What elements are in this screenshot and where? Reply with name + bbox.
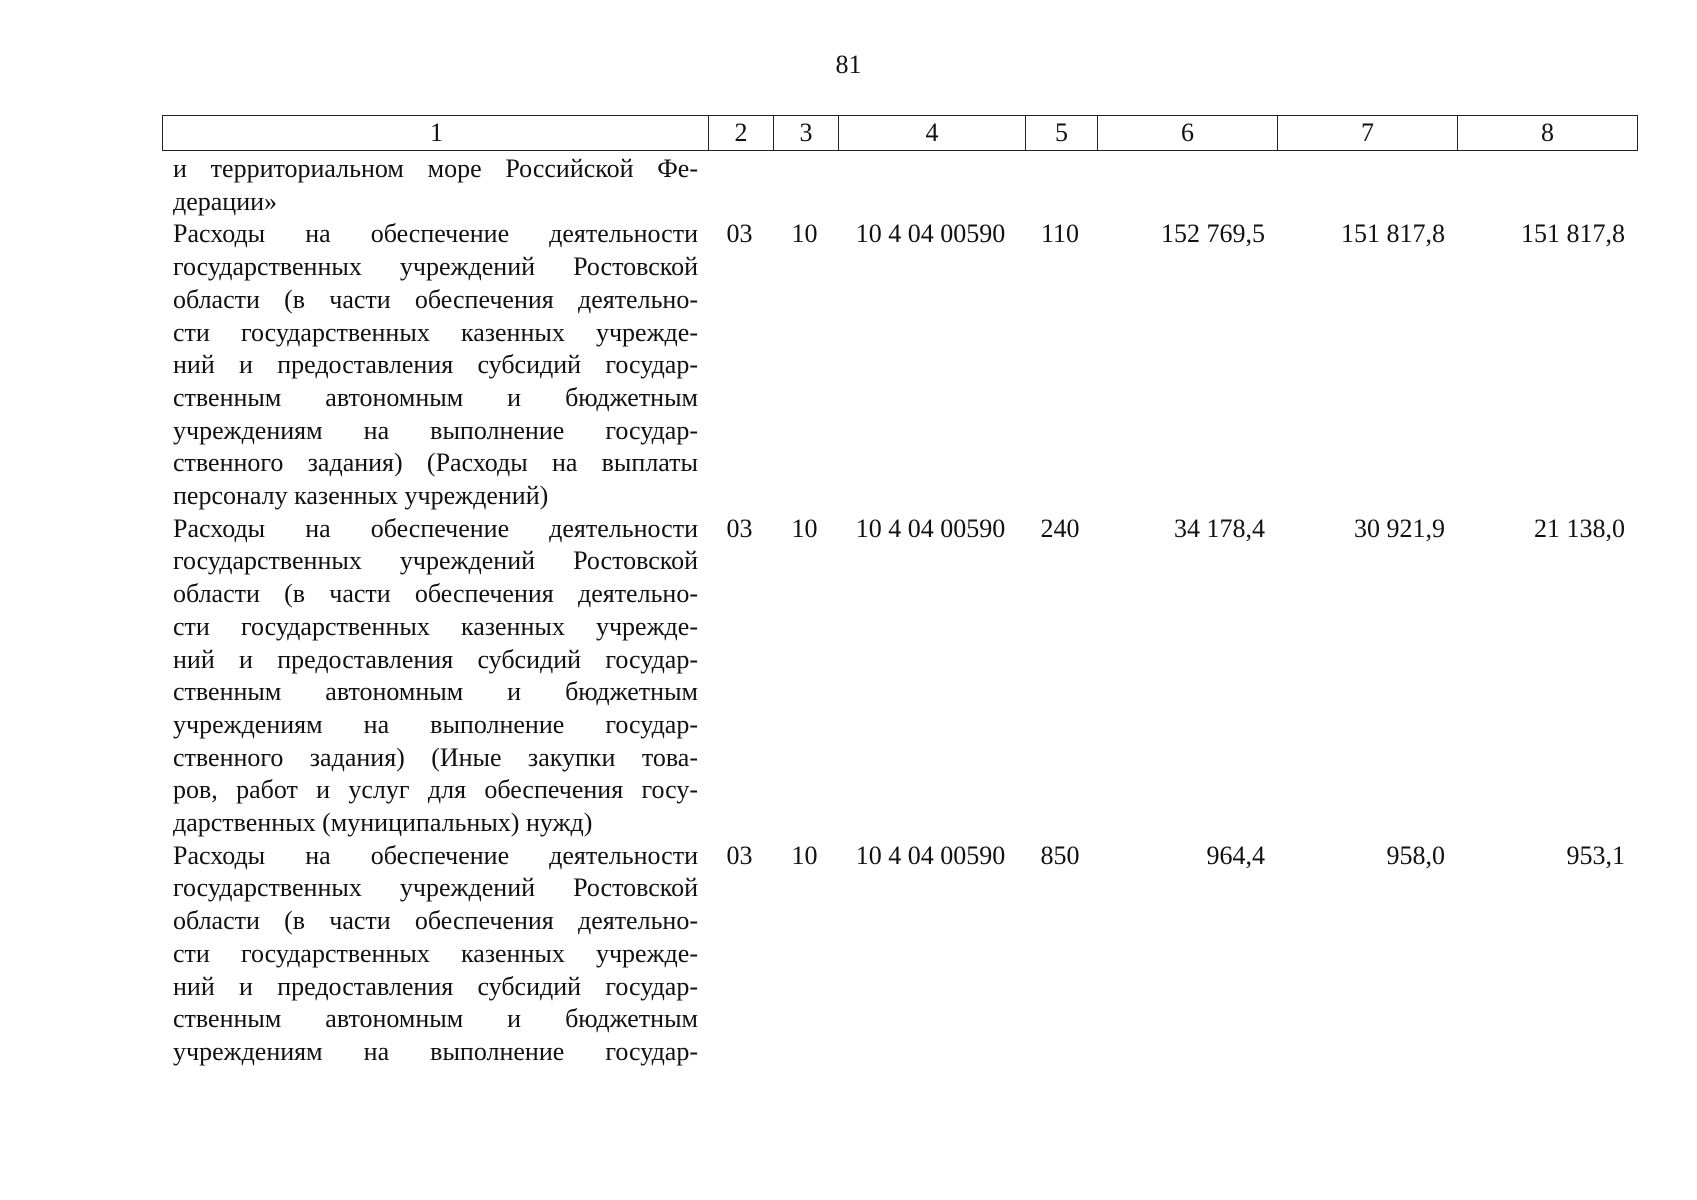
description-line: учреждениям на выполнение государ- <box>173 415 698 445</box>
description-line: сти государственных казенных учрежде- <box>173 938 698 968</box>
description-line: ственного задания) (Иные закупки това- <box>173 742 698 772</box>
description-line: ний и предоставления субсидий государ- <box>173 971 698 1001</box>
header-cell-8: 8 <box>1457 116 1637 150</box>
table-row <box>162 513 1636 840</box>
header-cell-7: 7 <box>1277 116 1457 150</box>
description-line: области (в части обеспечения деятельно- <box>173 284 698 314</box>
amount-col-7: 151 817,8 <box>1341 219 1445 249</box>
page-number: 81 <box>835 50 862 79</box>
description-line: Расходы на обеспечение деятельности <box>173 840 698 870</box>
description-line: сти государственных казенных учрежде- <box>173 611 698 641</box>
subsection-code: 10 <box>791 513 818 543</box>
amount-col-6 <box>1096 153 1276 218</box>
amount-col-7: 958,0 <box>1386 840 1445 870</box>
header-cell-2: 2 <box>708 116 773 150</box>
amount-col-8: 151 817,8 <box>1521 219 1625 249</box>
description-line: и территориальном море Российской Фе- <box>173 154 698 183</box>
row-description <box>162 218 707 512</box>
description-line: государственных учреждений Ростовской <box>173 252 698 282</box>
row-description <box>162 153 707 218</box>
header-cell-1: 1 <box>430 118 443 147</box>
description-line: ственным автономным и бюджетным <box>173 382 698 412</box>
amount-col-6: 152 769,5 <box>1161 219 1265 249</box>
section-code: 03 <box>726 219 753 249</box>
header-cell-5: 5 <box>1025 116 1097 150</box>
description-line: ственного задания) (Расходы на выплаты <box>173 448 698 478</box>
section-code <box>707 153 772 218</box>
amount-col-7 <box>1276 153 1456 218</box>
expense-type-code: 240 <box>1040 513 1080 543</box>
table-row <box>162 218 1636 512</box>
amount-col-7: 30 921,9 <box>1354 513 1445 543</box>
description-line: ственным автономным и бюджетным <box>173 677 698 707</box>
description-line: дерации» <box>173 186 278 216</box>
target-article-code: 10 4 04 00590 <box>855 840 1006 870</box>
description-line: дарственных (муниципальных) нужд) <box>173 808 593 838</box>
header-cell-4: 4 <box>838 116 1025 150</box>
amount-col-6: 34 178,4 <box>1174 513 1265 543</box>
header-cell-3: 3 <box>773 116 838 150</box>
target-article-code: 10 4 04 00590 <box>855 219 1006 249</box>
description-line: Расходы на обеспечение деятельности <box>173 219 698 249</box>
amount-col-6: 964,4 <box>1206 840 1265 870</box>
section-code: 03 <box>726 840 753 870</box>
description-line: сти государственных казенных учрежде- <box>173 317 698 347</box>
description-line: учреждениям на выполнение государ- <box>173 709 698 739</box>
target-article-code: 10 4 04 00590 <box>855 513 1006 543</box>
description-line: учреждениям на выполнение государ- <box>173 1036 698 1066</box>
row-description <box>162 513 707 840</box>
description-line: области (в части обеспечения деятельно- <box>173 906 698 936</box>
target-article-code <box>837 153 1024 218</box>
description-line: ров, работ и услуг для обеспечения госу- <box>173 775 698 805</box>
description-line: персоналу казенных учреждений) <box>173 481 549 511</box>
header-cell-6: 6 <box>1097 116 1277 150</box>
description-line: Расходы на обеспечение деятельности <box>173 513 698 543</box>
expense-type-code <box>1024 153 1096 218</box>
amount-col-8 <box>1456 153 1636 218</box>
description-line: области (в части обеспечения деятельно- <box>173 579 698 609</box>
subsection-code: 10 <box>791 219 818 249</box>
subsection-code <box>772 153 837 218</box>
description-line: ственным автономным и бюджетным <box>173 1004 698 1034</box>
description-line: государственных учреждений Ростовской <box>173 873 698 903</box>
table-body <box>162 153 1636 1069</box>
expense-type-code: 850 <box>1040 840 1080 870</box>
amount-col-8: 21 138,0 <box>1534 513 1625 543</box>
amount-col-8: 953,1 <box>1566 840 1625 870</box>
row-description <box>162 840 707 1069</box>
description-line: ний и предоставления субсидий государ- <box>173 644 698 674</box>
expense-type-code: 110 <box>1040 219 1080 249</box>
description-line: государственных учреждений Ростовской <box>173 546 698 576</box>
table-header <box>162 115 1638 151</box>
subsection-code: 10 <box>791 840 818 870</box>
section-code: 03 <box>726 513 753 543</box>
table-row <box>162 153 1636 218</box>
table-row <box>162 840 1636 1069</box>
description-line: ний и предоставления субсидий государ- <box>173 350 698 380</box>
